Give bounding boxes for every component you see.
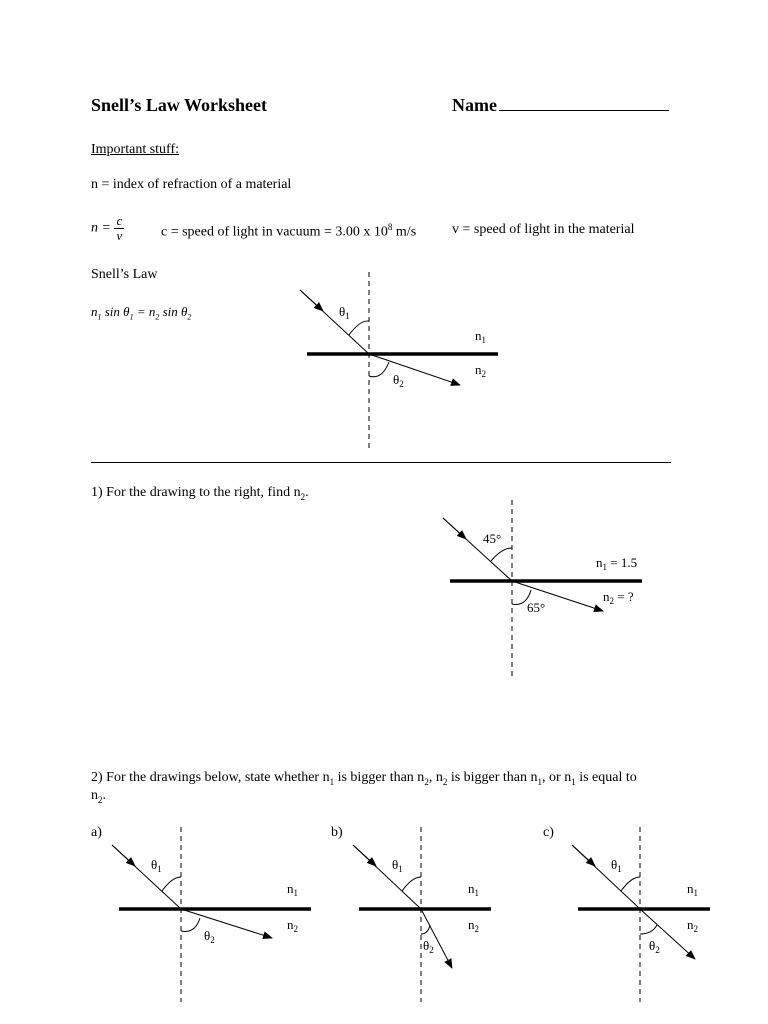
q1-period: .	[305, 485, 309, 500]
question-2-text-line1: 2) For the drawings below, state whether $n_1$ is bigger than $n_2$, $n_2$ is bigger than $n_1$, or $n_1$ is equal to	[91, 770, 637, 787]
q1-angle2-label: 65°	[527, 600, 546, 615]
q1-n2-label: $n_2$ = ?	[603, 589, 634, 606]
q2-diagram-a	[112, 827, 311, 1002]
name-label: Name	[452, 95, 497, 115]
eq-theta1-sub: 1	[129, 312, 134, 322]
question-2-text-line2: $n_2$.	[91, 788, 106, 805]
q2-diagram-b	[353, 827, 491, 1002]
b-incident-arrow	[353, 845, 376, 866]
c-n1-label: $n_1$	[687, 881, 698, 898]
b-n2-label: $n_2$	[468, 917, 479, 934]
a-theta1-arc	[162, 877, 181, 891]
a-incident-arrow	[112, 845, 135, 866]
c-theta1-arc	[621, 877, 640, 891]
c-n2-label: $n_2$	[687, 917, 698, 934]
a-n2-label: $n_2$	[287, 917, 298, 934]
a-theta1-label: $\theta_1$	[151, 857, 162, 874]
c-theta2-arc	[640, 925, 657, 934]
c-theta2-label: $\theta_2$	[649, 938, 660, 955]
eq-n1: n	[91, 304, 98, 319]
eq-sin2: sin θ	[159, 304, 188, 319]
b-theta1-arc	[402, 877, 421, 891]
c-theta1-label: $\theta_1$	[611, 857, 622, 874]
v-definition: v = speed of light in the material	[452, 222, 635, 237]
n2-label: $n_2$	[475, 362, 486, 379]
q2-diagram-c	[572, 827, 710, 1002]
q1-text: 1) For the drawing to the right, find n	[91, 485, 301, 500]
c-def-text: c = speed of light in vacuum = 3.00 x 10	[161, 224, 388, 240]
eq-n1-sub: 1	[97, 312, 102, 322]
worksheet-title: Snell’s Law Worksheet	[91, 95, 268, 115]
n-definition: n = index of refraction of a material	[91, 177, 292, 192]
eq-n2-sub: 2	[155, 312, 160, 322]
q2-label-b: b)	[331, 825, 343, 840]
a-refracted-ray	[181, 909, 272, 938]
theta1-label: $\theta_1$	[339, 304, 350, 321]
a-n1-label: $n_1$	[287, 881, 298, 898]
formula-numerator: c	[116, 213, 123, 228]
n1-label: $n_1$	[475, 328, 486, 345]
formula-denominator: v	[116, 228, 123, 243]
c-def-unit: m/s	[392, 224, 417, 240]
q1-n1-label: $n_1 = 1.5$	[596, 555, 638, 572]
theta2-label: $\theta_2$	[393, 372, 404, 389]
q1-angle1-label: 45°	[483, 531, 502, 546]
eq-theta2-sub: 2	[187, 312, 192, 322]
b-theta2-arc	[421, 925, 430, 934]
b-theta2-label: $\theta_2$	[423, 938, 434, 955]
q2-label-a: a)	[91, 825, 102, 840]
b-theta1-label: $\theta_1$	[392, 857, 403, 874]
a-theta2-label: $\theta_2$	[204, 928, 215, 945]
c-incident-arrow	[572, 845, 595, 866]
q1-sub: 2	[300, 491, 306, 502]
eq-equals-n2: = n	[133, 304, 156, 319]
c-def-exponent: 8	[387, 222, 393, 232]
b-n1-label: $n_1$	[468, 881, 479, 898]
snells-law-heading: Snell’s Law	[91, 267, 158, 282]
formula-lhs: n =	[91, 220, 111, 236]
a-theta2-arc	[181, 918, 200, 931]
eq-sin1: sin θ	[101, 304, 130, 319]
q2-label-c: c)	[543, 825, 554, 840]
important-heading: Important stuff:	[91, 142, 180, 157]
